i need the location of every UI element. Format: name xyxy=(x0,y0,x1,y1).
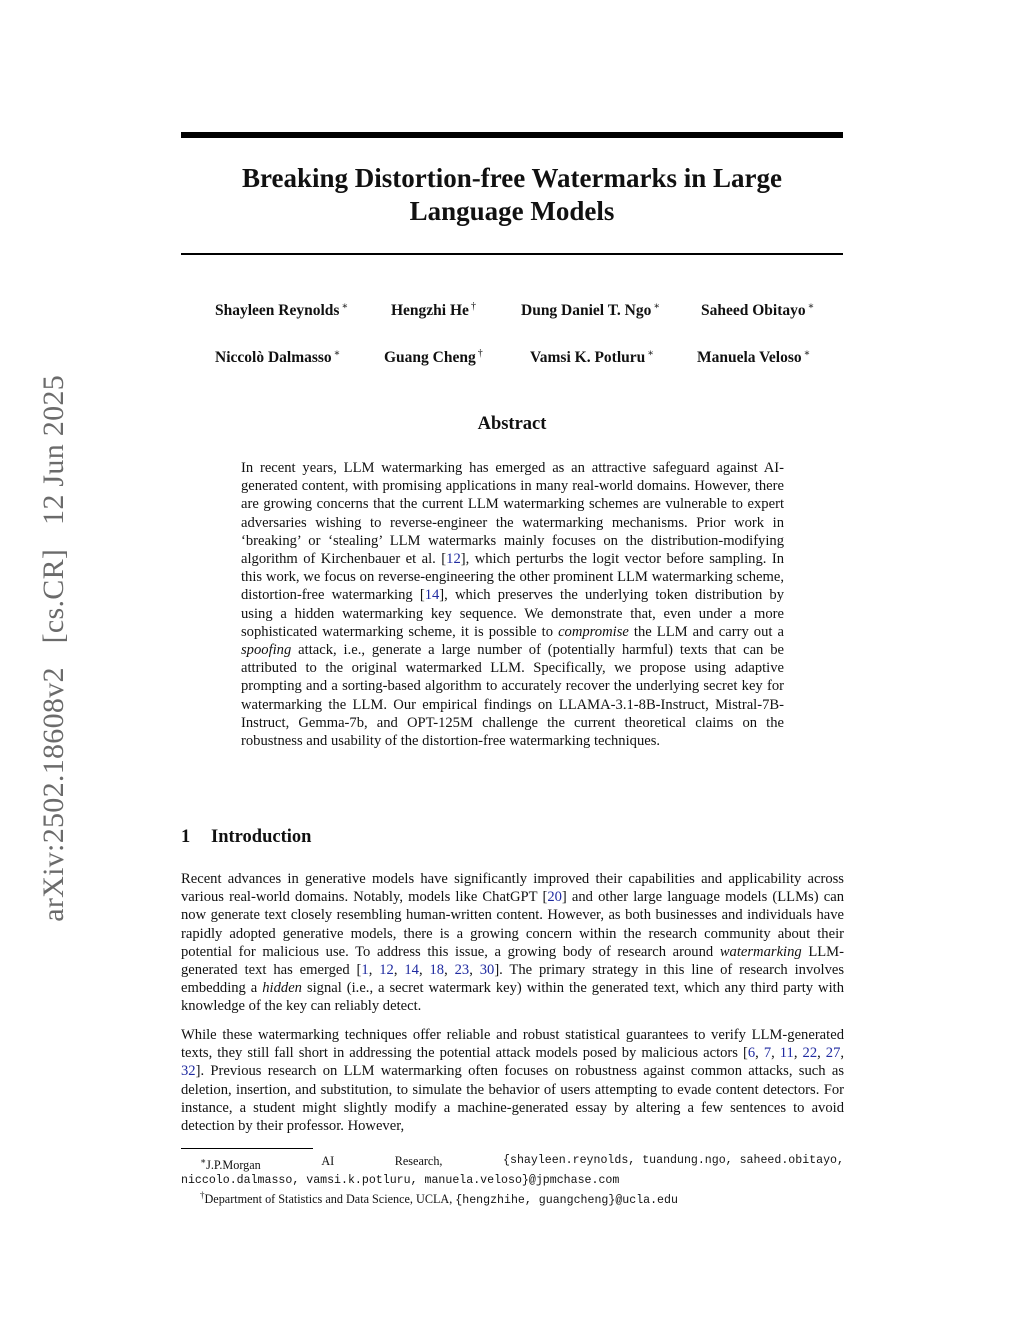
abstract-text: the LLM and carry out a xyxy=(628,623,784,640)
footnote-mark: ∗ xyxy=(200,1156,207,1166)
author xyxy=(384,348,483,367)
author xyxy=(521,301,660,320)
arxiv-identifier xyxy=(37,375,71,922)
author xyxy=(701,301,814,320)
citation-link[interactable]: 23 xyxy=(454,962,470,979)
intro-paragraph-1: Recent advances in generative models have significantly improved their capabilities and applicability across various real-world domains. Notably, models like ChatGPT [20] and other large language models (LLMs) can now generate text closely resembling human-written content. However, as both businesses and individuals have rapidly adopted generative models, there is a growing concern within the research community about their potential for malicious use. To address this issue, a growing body of research around watermarking LLM-generated text has emerged [1, 12, 14, 18, 23, 30]. The primary strategy in this line of research involves embedding a hidden signal (i.e., a secret watermark key) within the generated text, which any third party with knowledge of the key can reliably detect. xyxy=(181,871,845,1015)
author-name: Dung Daniel T. Ngo xyxy=(521,302,652,319)
citation-link[interactable]: 32 xyxy=(181,1063,196,1080)
title-top-rule xyxy=(181,132,843,138)
paragraph-text: Recent advances in generative models have significantly improved their capabilities and applicability across various real-world domains. Notably, models like ChatGPT [ xyxy=(181,871,844,906)
footnote-1 xyxy=(181,1153,844,1189)
footnote-rule xyxy=(181,1148,313,1149)
footnote-emails: niccolo.dalmasso, vamsi.k.potluru, manuela.veloso}@jpmchase.com xyxy=(181,1174,620,1187)
arxiv-category: [cs.CR] xyxy=(37,548,70,644)
arxiv-date: 12 Jun 2025 xyxy=(37,375,70,525)
author xyxy=(215,301,348,320)
author-name: Hengzhi He xyxy=(391,302,469,319)
author-name: Vamsi K. Potluru xyxy=(530,349,646,366)
author-name: Niccolò Dalmasso xyxy=(215,349,332,366)
title-line-1: Breaking Distortion-free Watermarks in Large xyxy=(242,163,782,193)
author-mark: ∗ xyxy=(653,301,661,312)
citation-link[interactable]: 18 xyxy=(429,962,445,979)
author xyxy=(215,348,340,367)
section-title: Introduction xyxy=(211,827,312,847)
paragraph-text: ] and other large language models (LLMs) can now generate text closely resembling human-written content. However, as both businesses and individuals have rapidly adopted generative models, there is a growing concern within the research community about their potential for malicious use. To address this issue, a growing body of research around xyxy=(181,889,844,960)
footnote-word: AI xyxy=(321,1154,335,1168)
paragraph-text: signal (i.e., a secret watermark key) within the generated text, which any third party with knowledge of the key can reliably detect. xyxy=(181,980,844,1015)
citation-link[interactable]: 14 xyxy=(404,962,419,979)
footnote-text: Department of Statistics and Data Science, UCLA, xyxy=(204,1192,456,1206)
abstract-text: ], which preserves the underlying token distribution by using a hidden watermarking key sequence. We demonstrate that, even under a more sophisticated watermarking scheme, it is possible to xyxy=(241,587,784,640)
citation-link[interactable]: 12 xyxy=(379,962,394,979)
author-mark: ∗ xyxy=(803,348,811,359)
paragraph-emphasis: watermarking xyxy=(719,943,802,960)
author-mark: ∗ xyxy=(341,301,349,312)
abstract-emphasis: spoofing xyxy=(241,642,292,659)
footnote-emails: {hengzhihe, guangcheng}@ucla.edu xyxy=(455,1194,678,1207)
footnote-word: Research, xyxy=(394,1154,443,1168)
citation-link[interactable]: 30 xyxy=(479,962,495,979)
citation-link[interactable]: 12 xyxy=(446,551,461,568)
title-line-2: Language Models xyxy=(409,196,615,226)
abstract-text: ], which perturbs the logit vector before sampling. In this work, we focus on reverse-engineering the other prominent LLM watermarking scheme, distortion-free watermarking [ xyxy=(241,551,784,604)
citation-link[interactable]: 27 xyxy=(825,1045,841,1062)
author-mark: ∗ xyxy=(333,348,341,359)
author-name: Saheed Obitayo xyxy=(701,302,806,319)
footnote-org: J.P.Morgan xyxy=(206,1158,261,1172)
abstract-body xyxy=(241,459,784,750)
author-name: Manuela Veloso xyxy=(697,349,802,366)
paper-title xyxy=(181,162,843,228)
paragraph-text: ]. The primary strategy in this line of research involves embedding a xyxy=(181,962,845,997)
citation-link[interactable]: 1 xyxy=(361,962,369,979)
abstract-text: attack, i.e., generate a large number of (potentially harmful) texts that can be attributed to the original watermarked LLM. Specifically, we propose using adaptive prompting and a sorting-based algorithm to accurately recover the underlying secret key for watermarking the LLM. Our empirical findings on LLAMA-3.1-8B-Instruct, Mistral-7B-Instruct, Gemma-7b, and OPT-125M challenge the current theoretical claims on the robustness and usability of the distortion-free watermarking techniques. xyxy=(241,642,784,750)
author-mark: † xyxy=(470,301,476,312)
citation-link[interactable]: 14 xyxy=(424,587,440,604)
footnote-emails: {shayleen.reynolds, tuandung.ngo, saheed.obitayo, xyxy=(503,1154,844,1167)
paragraph-text: While these watermarking techniques offer reliable and robust statistical guarantees to verify LLM-generated texts, they still fall short in addressing the potential attack models posed by malicious actors [ xyxy=(181,1027,844,1062)
arxiv-id: arXiv:2502.18608v2 xyxy=(37,667,70,922)
citation-link[interactable]: 20 xyxy=(547,889,562,906)
author xyxy=(697,348,810,367)
intro-paragraph-2: While these watermarking techniques offer reliable and robust statistical guarantees to verify LLM-generated texts, they still fall short in addressing the potential attack models posed by malicious actors [6, 7, 11, 22, 27, 32]. Previous research on LLM watermarking often focuses on robustness against common attacks, such as deletion, insertion, and substitution, to simulate the behavior of users attempting to evade content detectors. For instance, a student might slightly modify a machine-generated essay by altering a few sentences to avoid detection by their professor. However, xyxy=(181,1027,845,1135)
paragraph-text: ]. Previous research on LLM watermarking often focuses on robustness against common attacks, such as deletion, insertion, and substitution, to simulate the behavior of users attempting to evade content detectors. For instance, a student might slightly modify a machine-generated essay by altering a few sentences to avoid detection by their professor. However, xyxy=(181,1063,844,1135)
footnote-mark: † xyxy=(200,1190,205,1200)
paragraph-emphasis: hidden xyxy=(262,980,302,997)
author-name: Shayleen Reynolds xyxy=(215,302,340,319)
citation-link[interactable]: 11 xyxy=(779,1045,794,1062)
section-number: 1 xyxy=(181,827,191,847)
citation-link[interactable]: 22 xyxy=(802,1045,818,1062)
footnote-2 xyxy=(181,1187,844,1209)
citation-link[interactable]: 7 xyxy=(763,1045,772,1062)
abstract-text: In recent years, LLM watermarking has emerged as an attractive safeguard against AI-generated content, with promising applications in many real-world domains. However, there are growing concerns that the current LLM watermarking schemes are vulnerable to expert adversaries wishing to reverse-engineer the watermarking mechanisms. Prior work in ‘breaking’ or ‘stealing’ LLM watermarks mainly focuses on the distribution-modifying algorithm of Kirchenbauer et al. [ xyxy=(241,460,784,568)
abstract-emphasis: compromise xyxy=(558,623,629,640)
section-heading xyxy=(181,827,311,848)
abstract-heading: Abstract xyxy=(477,414,547,434)
author-mark: ∗ xyxy=(647,348,655,359)
title-bottom-rule xyxy=(181,253,843,255)
paragraph-text: LLM-generated text has emerged [ xyxy=(181,943,844,979)
citation-link[interactable]: 6 xyxy=(747,1045,756,1062)
author-mark: † xyxy=(477,348,483,359)
author-mark: ∗ xyxy=(807,301,815,312)
author xyxy=(530,348,654,367)
author-name: Guang Cheng xyxy=(384,349,476,366)
author xyxy=(391,301,476,320)
